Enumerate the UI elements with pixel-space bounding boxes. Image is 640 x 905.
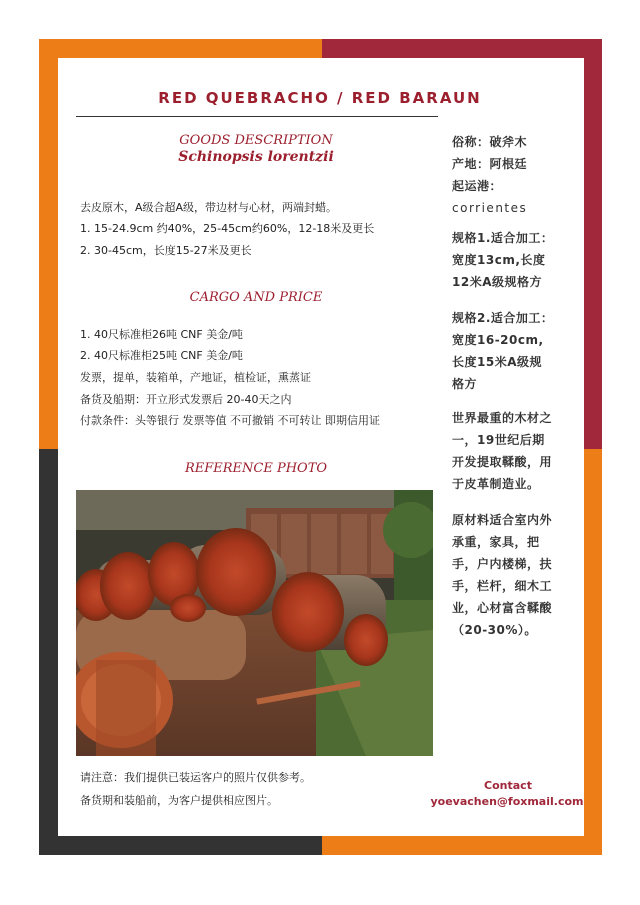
scientific-name: Schinopsis lorentzii (178, 149, 334, 165)
contact-label: Contact (484, 779, 532, 792)
sidebar-common-name: 俗称：破斧木 (452, 135, 528, 149)
spec1-line-3: 12米A级规格方 (452, 275, 542, 289)
goods-intro: 去皮原木，A级合超A级，带边材与心材，两端封蜡。 (80, 201, 338, 214)
desc1-line-3: 开发提取鞣酸，用 (452, 455, 553, 469)
goods-item-1: 1. 15-24.9cm 约40%，25-45cm约60%，12-18米及更长 (80, 222, 375, 235)
cargo-heading: CARGO AND PRICE (189, 290, 323, 305)
spec2-line-4: 格方 (452, 377, 478, 391)
goods-heading: GOODS DESCRIPTION (179, 133, 333, 148)
desc2-line-2: 承重，家具，把 (452, 535, 540, 549)
spec2-line-1: 规格2.适合加工： (452, 311, 554, 325)
desc2-line-5: 业，心材富含鞣酸 (452, 601, 553, 615)
photo-heading: REFERENCE PHOTO (184, 461, 328, 476)
sidebar-info (452, 131, 570, 219)
cargo-shipping: 备货及船期：开立形式发票后 20-40天之内 (80, 393, 292, 406)
spec2-line-2: 宽度16-20cm, (452, 333, 544, 347)
desc1-line-4: 于皮革制造业。 (452, 477, 540, 491)
sidebar-spec-1 (452, 227, 570, 293)
spec1-line-2: 宽度13cm,长度 (452, 253, 546, 267)
desc2-line-3: 手，户内楼梯，扶 (452, 557, 553, 571)
note-line-2: 备货期和装船前，为客户提供相应图片。 (80, 794, 278, 807)
sidebar-desc-2 (452, 509, 570, 641)
sidebar-port-label: 起运港： (452, 179, 503, 193)
desc2-line-6: （20-30%）。 (452, 623, 537, 637)
cargo-line-2: 2. 40尺标准柜25吨 CNF 美金/吨 (80, 349, 243, 362)
desc1-line-2: 一，19世纪后期 (452, 433, 545, 447)
goods-item-2: 2. 30-45cm，长度15-27米及更长 (80, 244, 252, 257)
note-line-1: 请注意：我们提供已装运客户的照片仅供参考。 (80, 771, 311, 784)
desc2-line-1: 原材料适合室内外 (452, 513, 553, 527)
cargo-line-1: 1. 40尺标准柜26吨 CNF 美金/吨 (80, 328, 243, 341)
title-divider (76, 116, 438, 117)
sidebar-origin: 产地：阿根廷 (452, 157, 528, 171)
cargo-payment: 付款条件：头等银行 发票等值 不可撤销 不可转让 即期信用证 (80, 414, 380, 427)
desc2-line-4: 手，栏杆，细木工 (452, 579, 553, 593)
sidebar-port-value: corrientes (452, 201, 528, 215)
spec1-line-1: 规格1.适合加工： (452, 231, 554, 245)
desc1-line-1: 世界最重的木材之 (452, 411, 553, 425)
sidebar-desc-1 (452, 407, 570, 495)
cargo-documents: 发票，提单，装箱单，产地证，植检证，熏蒸证 (80, 371, 311, 384)
reference-photo-logs (76, 490, 433, 756)
contact-email-link[interactable]: yoevachen@foxmail.com (430, 795, 584, 808)
spec2-line-3: 长度15米A级规 (452, 355, 542, 369)
sidebar-spec-2 (452, 307, 570, 395)
page-title: RED QUEBRACHO / RED BARAUN (158, 89, 482, 107)
